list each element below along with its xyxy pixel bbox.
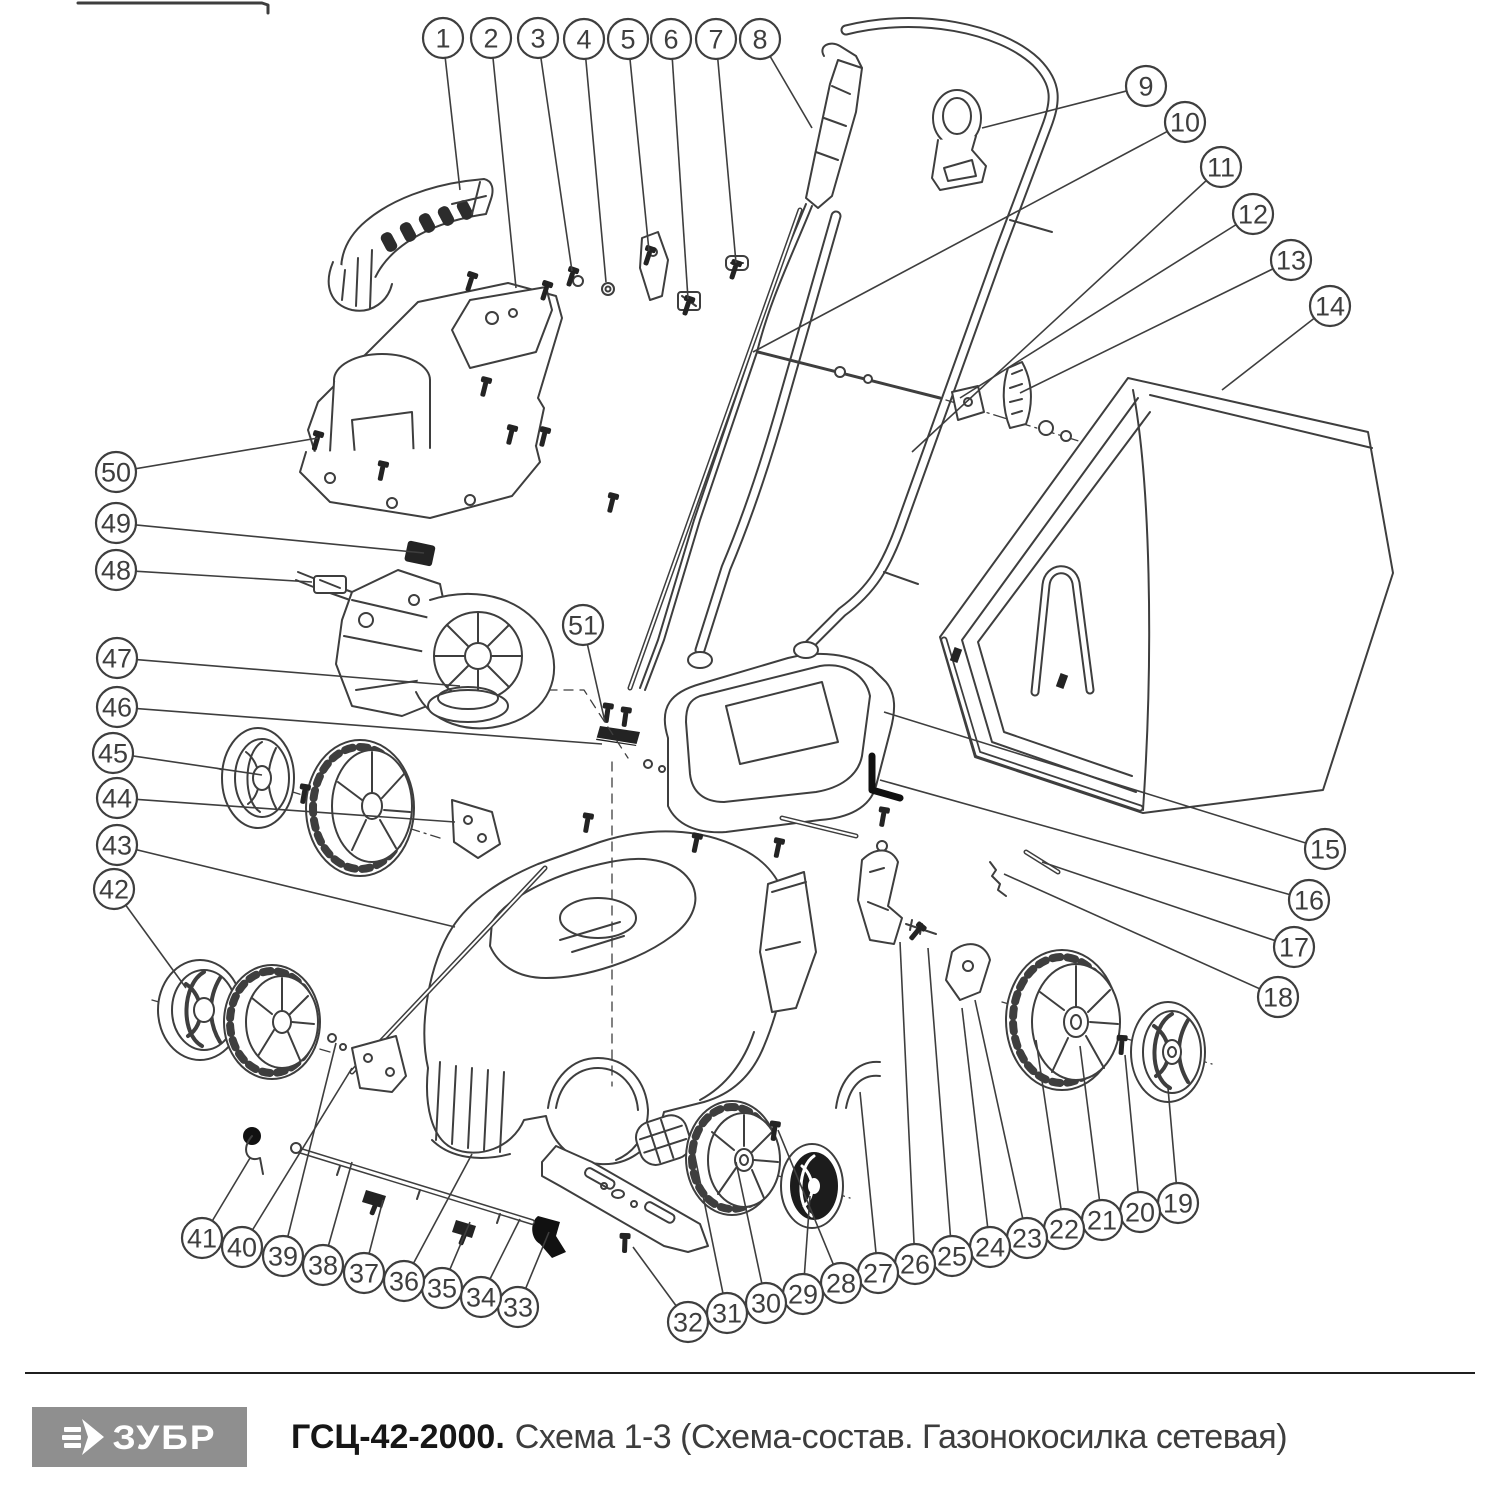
svg-text:45: 45 xyxy=(97,738,129,769)
callout-39 xyxy=(263,1236,303,1276)
leader-line-48 xyxy=(116,570,312,582)
leader-line-6 xyxy=(671,39,688,299)
footer xyxy=(25,1372,1475,1500)
svg-text:46: 46 xyxy=(101,692,133,723)
doc-model: ГСЦ-42-2000. xyxy=(291,1417,505,1456)
callout-17 xyxy=(1274,927,1314,967)
svg-text:13: 13 xyxy=(1275,245,1307,276)
svg-text:37: 37 xyxy=(348,1258,380,1289)
svg-text:16: 16 xyxy=(1293,885,1325,916)
svg-text:32: 32 xyxy=(672,1307,704,1338)
brand-name: ЗУБР xyxy=(112,1418,217,1456)
leader-line-24 xyxy=(962,1008,990,1247)
callout-35 xyxy=(422,1268,462,1308)
callout-48 xyxy=(96,550,136,590)
callout-3 xyxy=(518,18,558,58)
callout-37 xyxy=(344,1253,384,1293)
svg-text:18: 18 xyxy=(1262,982,1294,1013)
callout-12 xyxy=(1233,194,1273,234)
callout-25 xyxy=(932,1236,972,1276)
callout-36 xyxy=(384,1261,424,1301)
part-rear-deck xyxy=(644,642,900,851)
svg-text:42: 42 xyxy=(98,874,130,905)
callout-40 xyxy=(222,1227,262,1267)
part-motor-assembly xyxy=(296,540,554,728)
callout-18 xyxy=(1258,977,1298,1017)
svg-text:43: 43 xyxy=(101,830,133,861)
callout-9 xyxy=(1126,66,1166,106)
leader-line-36 xyxy=(404,1154,472,1281)
svg-text:20: 20 xyxy=(1124,1197,1156,1228)
svg-text:51: 51 xyxy=(567,610,599,641)
svg-text:19: 19 xyxy=(1162,1188,1194,1219)
callout-4 xyxy=(564,19,604,59)
svg-text:36: 36 xyxy=(388,1266,420,1297)
doc-subtitle: Схема 1-3 (Схема-состав. Газонокосилка сетевая) xyxy=(514,1417,1288,1456)
svg-text:26: 26 xyxy=(899,1249,931,1280)
svg-text:8: 8 xyxy=(752,24,768,55)
callout-47 xyxy=(97,638,137,678)
svg-text:30: 30 xyxy=(750,1288,782,1319)
callout-19 xyxy=(1158,1183,1198,1223)
leader-line-1 xyxy=(443,38,460,190)
callout-51 xyxy=(563,605,603,645)
callout-32 xyxy=(668,1302,708,1342)
leader-line-17 xyxy=(1042,862,1294,947)
svg-text:12: 12 xyxy=(1237,199,1269,230)
callout-8 xyxy=(740,19,780,59)
callout-16 xyxy=(1289,880,1329,920)
svg-text:1: 1 xyxy=(435,23,451,54)
svg-text:21: 21 xyxy=(1086,1205,1118,1236)
callout-23 xyxy=(1007,1218,1047,1258)
leader-line-25 xyxy=(928,948,952,1256)
svg-text:40: 40 xyxy=(226,1232,258,1263)
leader-line-2 xyxy=(491,38,516,288)
callout-13 xyxy=(1271,240,1311,280)
callout-28 xyxy=(821,1263,861,1303)
svg-text:31: 31 xyxy=(711,1298,743,1329)
svg-text:4: 4 xyxy=(576,24,592,55)
leader-line-9 xyxy=(982,86,1146,128)
callout-46 xyxy=(97,687,137,727)
callout-20 xyxy=(1120,1192,1160,1232)
part-handle-rod xyxy=(758,352,1082,442)
brand-logo xyxy=(32,1407,247,1467)
svg-text:29: 29 xyxy=(787,1279,819,1310)
cropped-top-edge xyxy=(78,3,268,13)
svg-text:6: 6 xyxy=(663,24,679,55)
svg-text:10: 10 xyxy=(1169,107,1201,138)
part-grass-catcher xyxy=(940,378,1393,813)
callout-21 xyxy=(1082,1200,1122,1240)
callout-26 xyxy=(895,1244,935,1284)
svg-text:11: 11 xyxy=(1206,152,1236,183)
callout-24 xyxy=(970,1227,1010,1267)
svg-text:27: 27 xyxy=(862,1258,894,1289)
leader-line-7 xyxy=(716,39,736,263)
svg-text:44: 44 xyxy=(101,783,133,814)
callout-45 xyxy=(93,733,133,773)
leader-line-50 xyxy=(116,438,318,472)
leader-line-5 xyxy=(628,39,649,251)
part-motor-cover xyxy=(300,283,562,518)
part-fasteners-top xyxy=(573,232,748,310)
svg-text:22: 22 xyxy=(1048,1214,1080,1245)
svg-text:14: 14 xyxy=(1314,291,1346,322)
part-wheel-left-upper xyxy=(216,728,440,876)
part-switch-lever xyxy=(932,90,986,190)
svg-text:15: 15 xyxy=(1309,834,1341,865)
zubr-arrow-icon xyxy=(62,1414,106,1460)
svg-text:7: 7 xyxy=(708,24,724,55)
callout-50 xyxy=(96,452,136,492)
callout-41 xyxy=(182,1218,222,1258)
callout-14 xyxy=(1310,286,1350,326)
svg-text:33: 33 xyxy=(502,1292,534,1323)
leader-line-13 xyxy=(1020,260,1291,393)
callout-1 xyxy=(423,18,463,58)
svg-text:39: 39 xyxy=(267,1241,299,1272)
callout-49 xyxy=(96,503,136,543)
doc-title xyxy=(291,1418,1287,1457)
svg-text:50: 50 xyxy=(100,457,132,488)
leader-line-49 xyxy=(116,523,424,553)
callout-5 xyxy=(608,19,648,59)
svg-text:23: 23 xyxy=(1011,1223,1043,1254)
part-knob-hardware xyxy=(952,362,1071,441)
part-pin-spring xyxy=(990,852,1058,896)
svg-text:49: 49 xyxy=(100,508,132,539)
svg-text:34: 34 xyxy=(465,1282,497,1313)
callout-43 xyxy=(97,825,137,865)
leader-line-3 xyxy=(538,38,572,271)
callout-42 xyxy=(94,869,134,909)
leader-line-43 xyxy=(117,845,455,927)
part-switch-housing xyxy=(640,44,862,690)
svg-text:9: 9 xyxy=(1138,71,1154,102)
svg-text:35: 35 xyxy=(426,1273,458,1304)
svg-text:2: 2 xyxy=(483,23,499,54)
callout-27 xyxy=(858,1253,898,1293)
svg-text:3: 3 xyxy=(530,23,546,54)
callout-10 xyxy=(1165,102,1205,142)
callout-15 xyxy=(1305,829,1345,869)
callout-2 xyxy=(471,18,511,58)
callout-22 xyxy=(1044,1209,1084,1249)
callout-34 xyxy=(461,1277,501,1317)
svg-text:48: 48 xyxy=(100,555,132,586)
svg-text:17: 17 xyxy=(1278,932,1310,963)
leader-line-27 xyxy=(860,1092,878,1273)
callout-30 xyxy=(746,1283,786,1323)
svg-text:41: 41 xyxy=(186,1223,218,1254)
callout-38 xyxy=(303,1245,343,1285)
part-wheel-right xyxy=(1002,950,1212,1102)
callout-31 xyxy=(707,1293,747,1333)
part-height-lever xyxy=(836,850,990,1108)
leader-line-4 xyxy=(584,39,606,282)
svg-text:47: 47 xyxy=(101,643,133,674)
svg-text:5: 5 xyxy=(620,24,636,55)
leader-line-26 xyxy=(900,942,915,1264)
callout-7 xyxy=(696,19,736,59)
svg-text:25: 25 xyxy=(936,1241,968,1272)
svg-text:28: 28 xyxy=(825,1268,857,1299)
callout-29 xyxy=(783,1274,823,1314)
callout-44 xyxy=(97,778,137,818)
callout-11 xyxy=(1201,147,1241,187)
svg-text:38: 38 xyxy=(307,1250,339,1281)
callout-33 xyxy=(498,1287,538,1327)
svg-text:24: 24 xyxy=(974,1232,1006,1263)
callout-6 xyxy=(651,19,691,59)
